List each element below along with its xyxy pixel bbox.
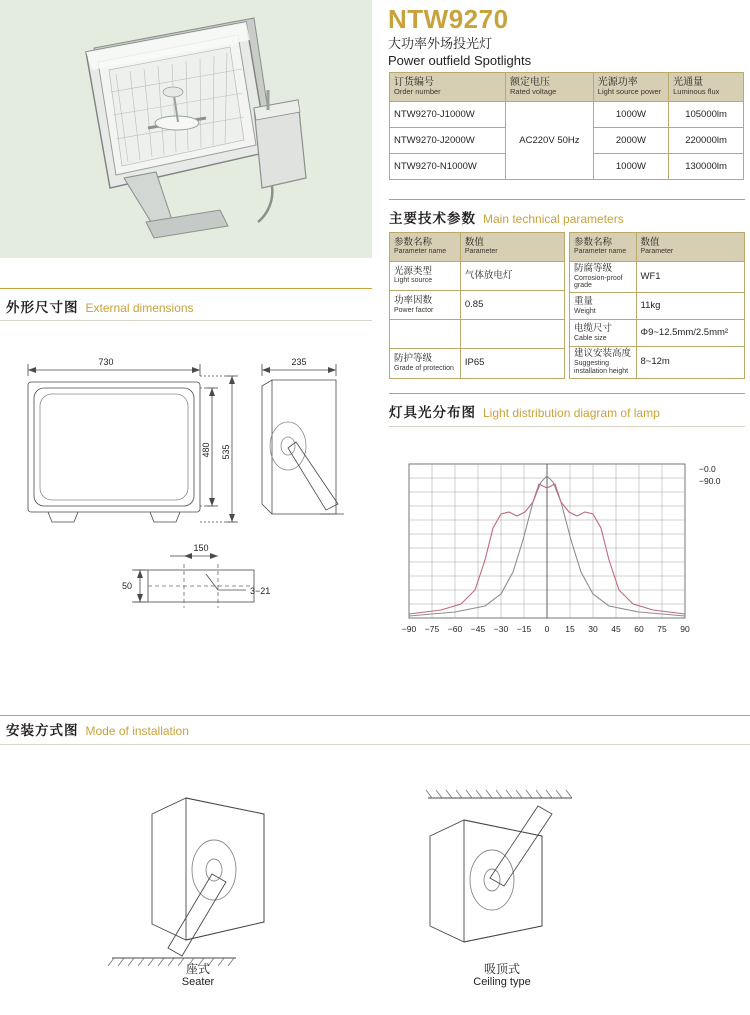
power-header-cn: 光源功率 — [597, 76, 638, 88]
param-value-cell: IP65 — [460, 349, 564, 378]
cell-order-number: NTW9270-J2000W — [390, 128, 506, 154]
divider-light-dist — [389, 393, 745, 394]
table-header-row — [390, 73, 744, 102]
x-tick-label: −15 — [516, 624, 532, 634]
table-row — [570, 293, 745, 320]
dim-front-width: 730 — [98, 357, 114, 367]
dim-front-height-outer: 535 — [221, 444, 231, 460]
x-tick-label: 75 — [657, 624, 667, 634]
seater-caption-cn: 座式 — [185, 962, 210, 976]
seater-caption-en: Seater — [181, 976, 215, 989]
section-heading-external-dims — [6, 296, 194, 316]
divider-light-dist-bottom — [389, 426, 745, 427]
table-header-row — [390, 233, 565, 262]
param-name-cn: 重量 — [574, 296, 594, 308]
param-name-cn: 电缆尺寸 — [574, 323, 613, 335]
light-dist-heading-cn: 灯具光分布图 — [389, 405, 476, 420]
cell-flux: 220000lm — [669, 128, 744, 154]
product-model: NTW9270 — [388, 4, 509, 34]
product-name-en: Power outfield Spotlights — [388, 52, 532, 68]
col-header-flux — [669, 73, 744, 102]
product-photo — [0, 0, 372, 258]
section-heading-main-params — [389, 207, 624, 227]
dim-side-width: 235 — [291, 357, 307, 367]
dim-base-depth: 50 — [121, 581, 132, 591]
parameters-table-left — [389, 232, 565, 379]
param-name-cell — [390, 262, 461, 291]
external-dims-heading-en: External dimensions — [85, 301, 194, 315]
param-value-header-en: Parameter — [464, 248, 498, 256]
param-name-cn: 建议安装高度 — [574, 348, 632, 360]
divider-external-dims-bottom — [0, 320, 372, 321]
col-header-param-name — [390, 233, 461, 262]
table-row — [570, 262, 745, 293]
table-row — [390, 291, 565, 320]
param-name-cell — [570, 293, 637, 320]
power-header-en: Light source power — [597, 87, 662, 97]
col-header-param-name — [570, 233, 637, 262]
param-name-en: Corrosion-proof grade — [574, 274, 623, 290]
product-name-cn: 大功率外场投光灯 — [388, 36, 493, 52]
installation-heading-en: Mode of installation — [85, 724, 189, 738]
param-name-cn: 光源类型 — [394, 265, 433, 277]
param-value-header-cn: 数值 — [640, 236, 660, 248]
external-dims-heading-cn: 外形尺寸图 — [6, 300, 79, 315]
x-tick-label: −60 — [447, 624, 463, 634]
param-name-en: Light source — [394, 277, 433, 285]
installation-drawings — [0, 752, 750, 1012]
main-params-heading-en: Main technical parameters — [483, 212, 624, 226]
dim-hole-spacing: 150 — [193, 543, 209, 553]
cell-rated-voltage: AC220V 50Hz — [506, 102, 594, 180]
dim-front-height-inner: 480 — [201, 442, 211, 458]
table-row — [390, 320, 565, 349]
flux-header-en: Luminous flux — [673, 87, 720, 97]
param-value-cell: 气体放电灯 — [460, 262, 564, 291]
floodlight-photo-illustration — [0, 0, 372, 258]
table-row — [390, 102, 744, 128]
light-dist-heading-en: Light distribution diagram of lamp — [483, 406, 660, 420]
ceiling-caption-en: Ceiling type — [473, 976, 531, 989]
legend-entry-0: −0.0 — [699, 464, 716, 474]
installation-caption-ceiling — [432, 962, 572, 990]
table-header-row — [570, 233, 745, 262]
col-header-voltage — [506, 73, 594, 102]
divider-external-dims — [0, 288, 372, 289]
cell-order-number: NTW9270-N1000W — [390, 154, 506, 180]
cell-order-number: NTW9270-J1000W — [390, 102, 506, 128]
x-tick-label: 45 — [611, 624, 621, 634]
table-row — [570, 347, 745, 378]
order-header-en: Order number — [394, 87, 441, 97]
col-header-order — [390, 73, 506, 102]
param-name-cell — [570, 347, 637, 378]
table-row — [390, 262, 565, 291]
param-value-header-cn: 数值 — [464, 236, 484, 248]
param-name-cell — [390, 349, 461, 378]
param-name-cell — [390, 320, 461, 349]
voltage-header-cn: 额定电压 — [510, 76, 551, 88]
light-distribution-chart — [389, 440, 745, 660]
order-number-table — [389, 72, 744, 180]
legend-entry-1: −90.0 — [699, 476, 721, 486]
x-tick-label: 15 — [565, 624, 575, 634]
voltage-header-en: Rated voltage — [510, 87, 557, 97]
param-name-en: Weight — [574, 307, 596, 315]
param-name-header-cn: 参数名称 — [394, 236, 433, 248]
param-name-header-cn: 参数名称 — [574, 236, 613, 248]
param-name-en: Suggesting installation height — [574, 359, 629, 375]
main-params-heading-cn: 主要技术参数 — [389, 211, 476, 226]
col-header-power — [593, 73, 668, 102]
cell-power: 2000W — [593, 128, 668, 154]
x-tick-label: −75 — [424, 624, 440, 634]
parameters-table-right — [569, 232, 745, 379]
divider-installation — [0, 715, 750, 716]
param-value-cell: 11kg — [636, 293, 745, 320]
param-name-cn: 防护等级 — [394, 353, 433, 365]
installation-diagram-svg — [0, 752, 750, 992]
divider-main-params — [389, 199, 745, 200]
x-tick-label: 0 — [544, 624, 550, 634]
param-name-cn: 防腐等级 — [574, 263, 613, 274]
x-tick-label: −90 — [401, 624, 417, 634]
external-dimensions-drawings — [0, 328, 372, 668]
dimension-drawing-svg — [0, 328, 372, 668]
param-name-en: Grade of protection — [394, 364, 454, 372]
param-value-cell: 0.85 — [460, 291, 564, 320]
cell-flux: 105000lm — [669, 102, 744, 128]
param-name-en: Cable size — [574, 334, 607, 342]
param-value-cell — [460, 320, 564, 349]
col-header-param-value — [636, 233, 745, 262]
section-heading-installation — [6, 719, 189, 739]
light-distribution-svg — [389, 440, 745, 660]
param-name-cell — [570, 320, 637, 347]
param-name-header-en: Parameter name — [574, 248, 627, 256]
param-value-cell: WF1 — [636, 262, 745, 293]
param-name-en: Power factor — [394, 306, 434, 314]
x-tick-label: −30 — [493, 624, 509, 634]
installation-caption-seater — [128, 962, 268, 990]
x-tick-label: 60 — [634, 624, 644, 634]
x-tick-label: −45 — [470, 624, 486, 634]
flux-header-cn: 光通量 — [673, 76, 704, 88]
param-name-cell — [570, 262, 637, 293]
product-title-block — [388, 6, 744, 74]
param-name-cell — [390, 291, 461, 320]
installation-heading-cn: 安装方式图 — [6, 723, 79, 738]
table-row — [570, 320, 745, 347]
table-row — [390, 349, 565, 378]
section-heading-light-dist — [389, 401, 660, 421]
divider-installation-bottom — [0, 744, 750, 745]
x-tick-label: 90 — [680, 624, 690, 634]
main-parameters-tables — [389, 232, 745, 379]
cell-flux: 130000lm — [669, 154, 744, 180]
param-value-cell: 8~12m — [636, 347, 745, 378]
dim-hole-spec: 3−21 — [250, 586, 271, 596]
cell-power: 1000W — [593, 102, 668, 128]
col-header-param-value — [460, 233, 564, 262]
order-header-cn: 订货编号 — [394, 76, 434, 88]
param-value-header-en: Parameter — [640, 248, 674, 256]
ceiling-caption-cn: 吸顶式 — [483, 962, 520, 976]
param-value-cell: Φ9~12.5mm/2.5mm² — [636, 320, 745, 347]
x-tick-label: 30 — [588, 624, 598, 634]
param-name-cn: 功率因数 — [394, 294, 433, 306]
cell-power: 1000W — [593, 154, 668, 180]
param-name-header-en: Parameter name — [394, 248, 447, 256]
